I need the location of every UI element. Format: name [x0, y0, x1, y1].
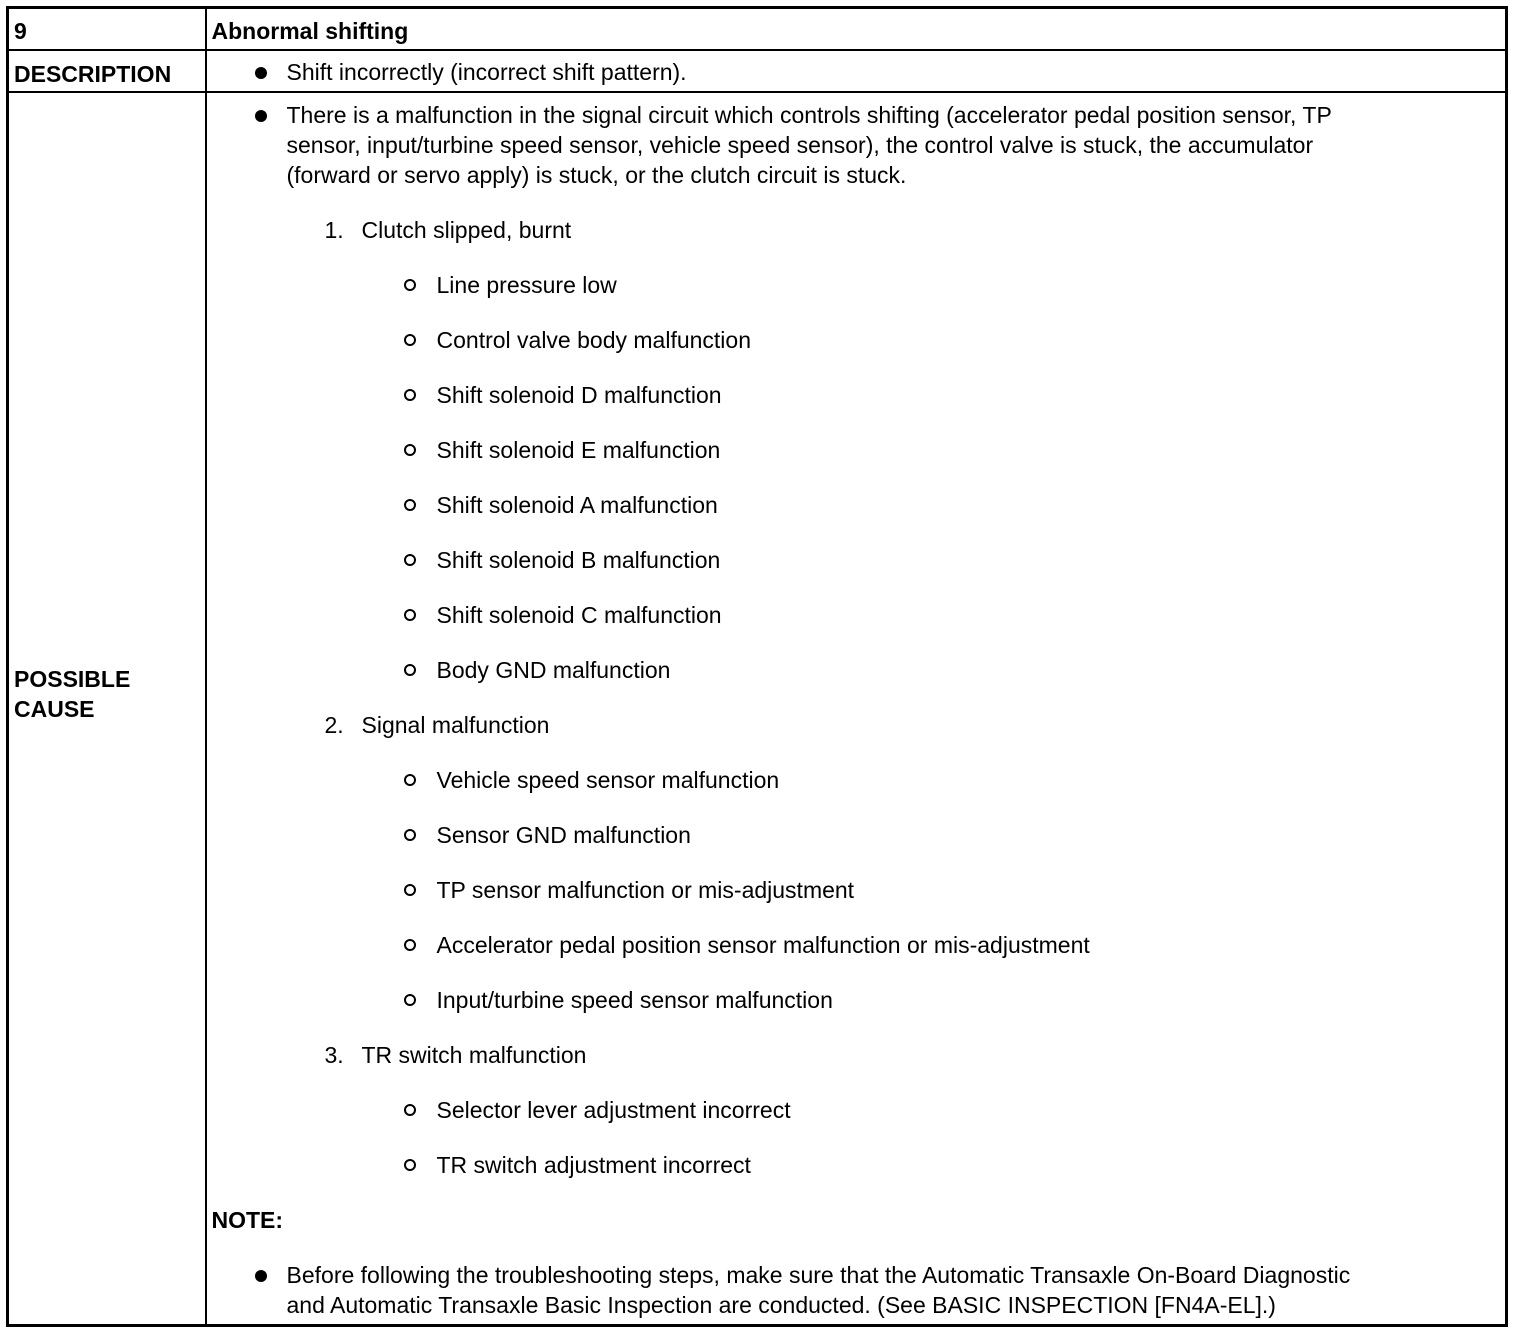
- description-label-cell: [8, 50, 206, 92]
- header-number-cell: [8, 8, 206, 51]
- cause-group-title: Signal malfunction: [361, 712, 550, 738]
- cause-sub-item-text: Shift solenoid B malfunction: [436, 547, 721, 573]
- description-bullet: [207, 57, 1506, 87]
- cause-sub-item: [207, 875, 1506, 905]
- circle-bullet-icon: [404, 609, 416, 621]
- possible-cause-label-cell: [8, 92, 206, 1326]
- cause-sub-item-text: Input/turbine speed sensor malfunction: [436, 987, 833, 1013]
- note-line2: and Automatic Transaxle Basic Inspection are conducted. (See BASIC INSPECTION [FN4A-EL].): [286, 1292, 1276, 1318]
- cause-sub-item: [207, 1095, 1506, 1125]
- possible-cause-content: [207, 93, 1506, 1324]
- circle-bullet-icon: [404, 994, 416, 1006]
- cause-sub-item: [207, 435, 1506, 465]
- cause-sub-item: [207, 270, 1506, 300]
- circle-bullet-icon: [404, 279, 416, 291]
- circle-bullet-icon: [404, 444, 416, 456]
- cause-sub-item: [207, 380, 1506, 410]
- cause-group-1: [207, 215, 1506, 245]
- circle-bullet-icon: [404, 1159, 416, 1171]
- cause-sub-item: [207, 600, 1506, 630]
- cause-group-number: 2.: [324, 712, 344, 738]
- cause-sub-item-text: Accelerator pedal position sensor malfunction or mis-adjustment: [436, 932, 1090, 958]
- bullet-icon: [255, 1270, 267, 1282]
- cause-intro-line3: (forward or servo apply) is stuck, or the clutch circuit is stuck.: [286, 162, 907, 188]
- cause-group-number: 1.: [324, 217, 344, 243]
- cause-intro-line2: sensor, input/turbine speed sensor, vehicle speed sensor), the control valve is stuck, the accumulator: [286, 132, 1314, 158]
- note-bullet: [207, 1260, 1506, 1320]
- cause-group-3: [207, 1040, 1506, 1070]
- cause-sub-item-text: Vehicle speed sensor malfunction: [436, 767, 780, 793]
- description-row: [8, 50, 1507, 92]
- note-label: NOTE:: [211, 1207, 284, 1233]
- cause-sub-item: [207, 325, 1506, 355]
- cause-sub-item-text: Shift solenoid A malfunction: [436, 492, 718, 518]
- cause-sub-item: [207, 655, 1506, 685]
- description-content-cell: [206, 50, 1507, 92]
- possible-cause-label: [14, 664, 205, 724]
- cause-sub-item-text: Sensor GND malfunction: [436, 822, 691, 848]
- cause-groups: [207, 215, 1506, 1180]
- cause-sub-item: [207, 820, 1506, 850]
- circle-bullet-icon: [404, 774, 416, 786]
- cause-sub-item-text: Control valve body malfunction: [436, 327, 751, 353]
- cause-sub-item: [207, 985, 1506, 1015]
- cause-sub-item: [207, 545, 1506, 575]
- header-title: Abnormal shifting: [211, 18, 409, 44]
- cause-group-title: Clutch slipped, burnt: [361, 217, 572, 243]
- cause-sub-item: [207, 930, 1506, 960]
- circle-bullet-icon: [404, 499, 416, 511]
- description-label: DESCRIPTION: [14, 61, 172, 87]
- circle-bullet-icon: [404, 939, 416, 951]
- cause-sub-item: [207, 490, 1506, 520]
- cause-sub-item: [207, 765, 1506, 795]
- cause-sub-item-text: Selector lever adjustment incorrect: [436, 1097, 791, 1123]
- cause-sub-item-text: Shift solenoid C malfunction: [436, 602, 722, 628]
- circle-bullet-icon: [404, 829, 416, 841]
- header-number: 9: [14, 18, 27, 44]
- possible-cause-row: [8, 92, 1507, 1326]
- cause-intro-line1: There is a malfunction in the signal circuit which controls shifting (accelerator pedal position sensor, TP: [286, 102, 1332, 128]
- cause-sub-item-text: Shift solenoid D malfunction: [436, 382, 722, 408]
- possible-cause-label-line2: CAUSE: [14, 695, 95, 722]
- circle-bullet-icon: [404, 1104, 416, 1116]
- circle-bullet-icon: [404, 884, 416, 896]
- possible-cause-label-line1: POSSIBLE: [14, 665, 131, 692]
- description-text: Shift incorrectly (incorrect shift pattern).: [286, 59, 687, 85]
- cause-group-title: TR switch malfunction: [361, 1042, 587, 1068]
- bullet-icon: [255, 110, 267, 122]
- cause-sub-item-text: Shift solenoid E malfunction: [436, 437, 721, 463]
- cause-sub-item-text: TR switch adjustment incorrect: [436, 1152, 751, 1178]
- cause-group-2: [207, 710, 1506, 740]
- cause-group-number: 3.: [324, 1042, 344, 1068]
- circle-bullet-icon: [404, 554, 416, 566]
- troubleshooting-table: [6, 6, 1508, 1327]
- cause-sub-item: [207, 1150, 1506, 1180]
- possible-cause-content-cell: [206, 92, 1507, 1326]
- circle-bullet-icon: [404, 334, 416, 346]
- bullet-icon: [255, 67, 267, 79]
- header-title-cell: [206, 8, 1507, 51]
- header-row: [8, 8, 1507, 51]
- cause-sub-item-text: Body GND malfunction: [436, 657, 671, 683]
- circle-bullet-icon: [404, 389, 416, 401]
- circle-bullet-icon: [404, 664, 416, 676]
- note-line1: Before following the troubleshooting steps, make sure that the Automatic Transaxle On-Board Diagnostic: [286, 1262, 1351, 1288]
- cause-intro-bullet: [207, 100, 1506, 190]
- cause-sub-item-text: TP sensor malfunction or mis-adjustment: [436, 877, 855, 903]
- cause-sub-item-text: Line pressure low: [436, 272, 617, 298]
